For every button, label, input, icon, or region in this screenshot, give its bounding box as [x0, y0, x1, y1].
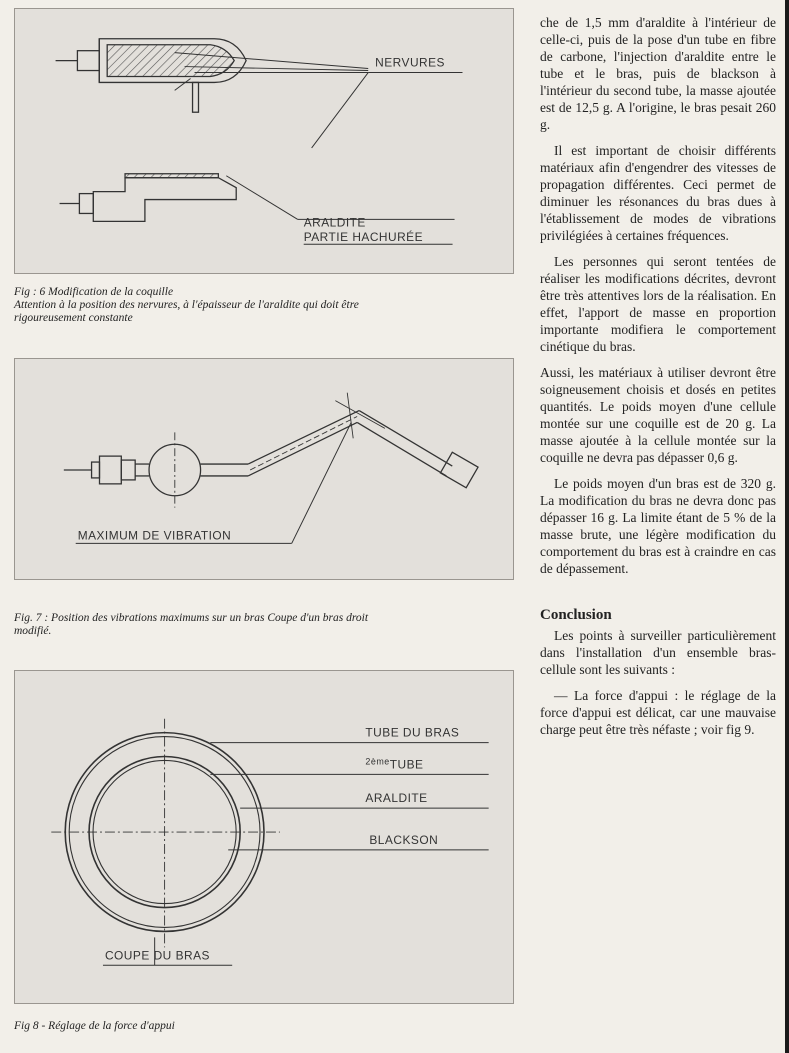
figure-7-caption-line-2: modifié. [14, 625, 52, 637]
article-text-column [540, 14, 776, 747]
label-araldite: ARALDITE [303, 215, 366, 230]
paragraph-4: Aussi, les matériaux à utiliser devront être soigneusement choisis et dosés en petites quantités. Le poids moyen d'une cellule montée sur une coquille est de 20 g. La masse ajoutée à la cellule montée sur la coquille ne devra pas dépasser 0,6 g. [540, 365, 776, 465]
figure-8 [14, 670, 514, 1004]
paragraph-1: che de 1,5 mm d'araldite à l'intérieur de celle-ci, puis de la pose d'un tube en fibre de carbone, l'injection d'araldite entre le tube et le bras, puis de blackson à l'intérieur du second tube, la masse ajoutée est de 12,5 g. A l'origine, le bras pesait 260 g. [540, 15, 776, 132]
conclusion-paragraph-2: — La force d'appui : le réglage de la force d'appui est délicat, car une mauvaise charge peut être très néfaste ; voir fig 9. [540, 688, 776, 737]
shell-side-view [60, 174, 237, 222]
figure-7-caption [14, 612, 524, 638]
paragraph-5: Le poids moyen d'un bras est de 320 g. La modification du bras ne devra donc pas dépasser 16 g. La limite étant de 5 % de la masse brute, une légère modification du comportement du bras est à craindre en cas de dépassement. [540, 476, 776, 576]
figure-7 [14, 358, 514, 580]
figure-8-caption-line: Fig 8 - Réglage de la force d'appui [14, 1020, 175, 1032]
arm-drawing [64, 411, 478, 496]
cross-section [51, 719, 280, 948]
figure-6-caption-line-1: Fig : 6 Modification de la coquille [14, 286, 174, 298]
figure-6-caption-line-3: rigoureusement constante [14, 312, 133, 324]
figure-6-caption-line-2: Attention à la position des nervures, à l'épaisseur de l'araldite qui doit être [14, 299, 359, 311]
arm-center-lines [175, 393, 385, 508]
figure-6-drawing [15, 9, 513, 273]
figure-7-drawing [15, 359, 513, 579]
conclusion-paragraph-1: Les points à surveiller particulièrement dans l'installation d'un ensemble bras-cellule sont les suivants : [540, 628, 776, 677]
label-second-tube-word: TUBE [389, 757, 424, 772]
shell-top-view [56, 39, 247, 112]
label-second-tube [365, 756, 423, 771]
label-tube-du-bras: TUBE DU BRAS [365, 725, 460, 740]
figure-6 [14, 8, 514, 274]
label-maximum-vibration: MAXIMUM DE VIBRATION [77, 528, 232, 543]
label-blackson: BLACKSON [369, 832, 439, 847]
section-heading-conclusion: Conclusion [540, 607, 612, 623]
paragraph-2: Il est important de choisir différents matériaux afin d'engendrer des vitesses de propagation différentes. Ceci permet de diminuer les résonances du bras dues à l'établissement de modes de vibrations privilégiées à certaines fréquences. [540, 143, 776, 243]
paragraph-3: Les personnes qui seront tentées de réaliser les modifications décrites, devront être très attentives lors de la réalisation. En effet, l'apport de masse en proportion importante modifiera le comportement cinétique du bras. [540, 254, 776, 354]
figure-6-caption [14, 286, 524, 325]
page-edge [785, 0, 789, 1053]
label-coupe-du-bras: COUPE DU BRAS [104, 948, 211, 963]
figure-8-drawing [15, 671, 513, 1003]
figure-7-caption-line-1: Fig. 7 : Position des vibrations maximums sur un bras Coupe d'un bras droit [14, 612, 369, 624]
label-araldite-layer: ARALDITE [365, 791, 428, 806]
label-partie-hachuree: PARTIE HACHURÉE [303, 230, 424, 245]
label-nervures: NERVURES [375, 55, 445, 70]
araldite-leader [226, 176, 454, 220]
figure-8-caption [14, 1020, 414, 1033]
label-second-tube-sup: 2ème [365, 756, 390, 767]
